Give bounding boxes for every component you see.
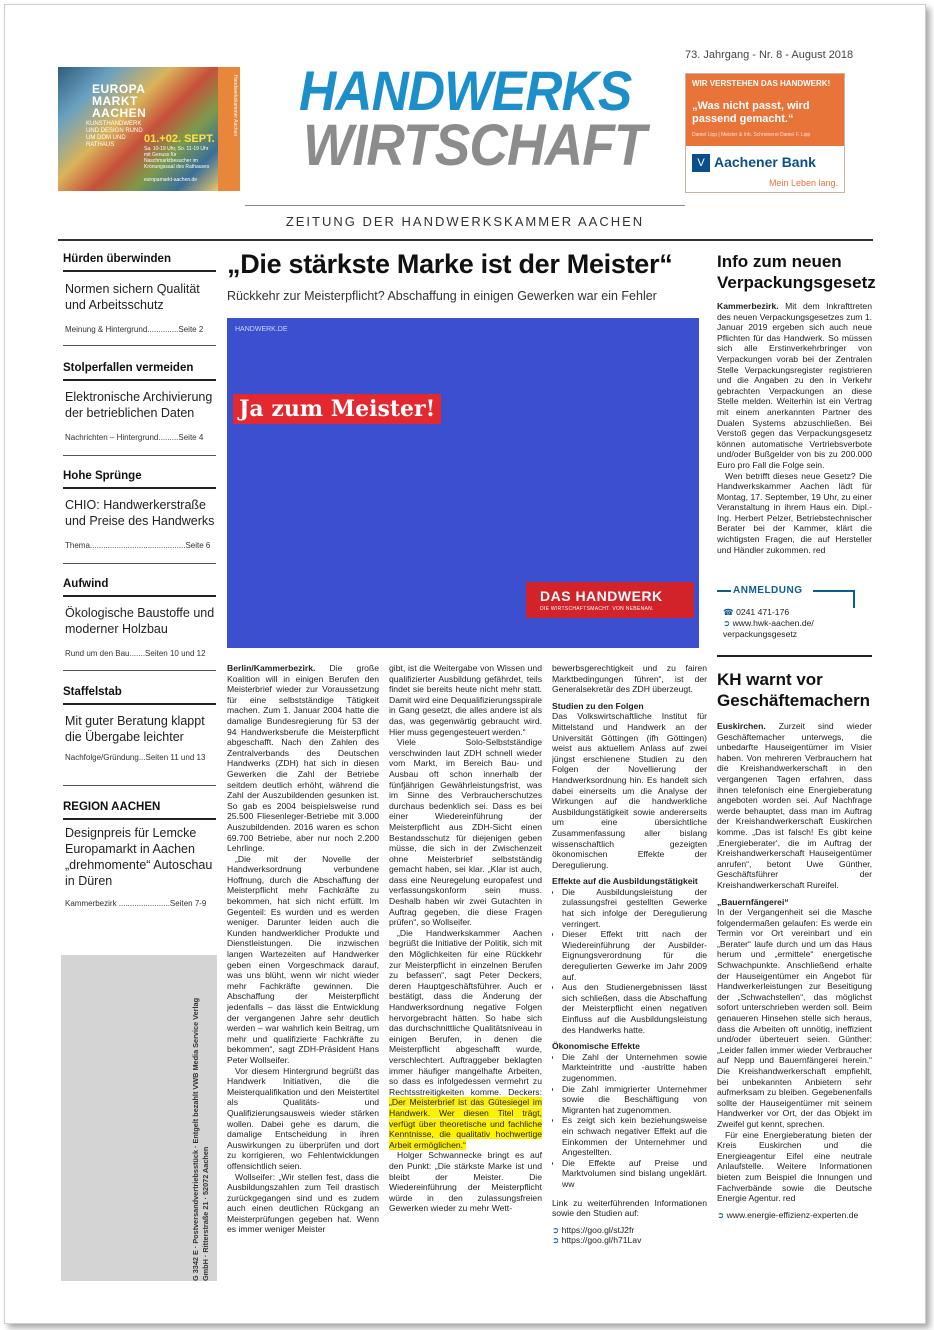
paragraph: Vor diesem Hintergrund begrüßt das Handwerk Initiativen, die die Meisterqualifikation und den Meistertitel als Qualitäts- und Qualifizierungsausweis wieder stärken wollen. Dabei gehe es darum, die damalige Entscheidung in ihren Auswirkungen zu überprüfen und dort zu korrigieren, wo Fehlentwicklungen offensichtlich seien.	[227, 1065, 379, 1171]
image-site-label: HANDWERK.DE	[235, 326, 288, 333]
list-item: • Die Zahl immigrierter Unternehmer sowie die Beschäftigung von Migranten hat zugenommen.	[562, 1084, 707, 1116]
list-item: • Die Effekte auf Preise und Marktvolumen sind bislang ungeklärt. ww	[562, 1158, 707, 1190]
list-item: • Es zeigt sich kein beziehungsweise ein schwach negativer Effekt auf die Einkommen der Unternehmer und Angestellten.	[562, 1115, 707, 1157]
sidebar-title[interactable]: Designpreis für Lemcke Europamarkt in Aachen „drehmomente“ Autoschau in Düren	[65, 826, 213, 888]
list-item: • Dieser Effekt tritt nach der Wiedereinführung der Ausbilder-Eignungsverordnung für die deregulierten Gewerke im Jahr 2009 auf.	[562, 929, 707, 982]
anmeldung-label: ANMELDUNG	[733, 585, 803, 596]
economic-list	[552, 1052, 707, 1190]
article-column-2	[389, 663, 542, 1283]
right-article-1	[717, 301, 872, 577]
ad-hours: Sa. 10-19 Uhr, So. 11-19 Uhr mit Genuss für Naschmarktbesucher im Krönungssaal des Rathauses	[144, 146, 210, 170]
sidebar-rule	[63, 703, 216, 705]
das-handwerk-badge	[526, 582, 694, 618]
box-rule	[813, 590, 853, 592]
badge-subtitle: DIE WIRTSCHAFTSMACHT. VON NEBENAN.	[540, 606, 654, 612]
arrow-icon: ➲	[552, 1224, 562, 1235]
phone-icon: ☎	[723, 607, 737, 617]
link[interactable]: ➲ https://goo.gl/h71Lav	[552, 1235, 642, 1246]
lead-image	[227, 318, 699, 648]
ad-subtitle: KUNSTHANDWERK UND DESIGN RUND UM DOM UND RATHAUS	[86, 121, 143, 148]
article-column-1	[227, 663, 379, 1283]
sidebar-sep	[63, 455, 216, 456]
sidebar-rule	[63, 487, 216, 489]
lead-headline: „Die stärkste Marke ist der Meister“	[227, 249, 673, 279]
subheading: Ökonomische Effekte	[552, 1041, 640, 1052]
lead-subhead: Rückkehr zur Meisterpflicht? Abschaffung in einigen Gewerken war ein Fehler	[227, 289, 657, 303]
paragraph: „Die mit der Novelle der Handwerksordnung verbundene Hoffnung, durch die Abschaffung der Meisterpflicht mehr Fachkräfte zu bekommen, hat sich nicht erfüllt. Im Gegenteil: Es wurden und es werden weniger. Darunter leiden auch die Kunden handwerklicher Produkte und Dienstleistungen. Die inzwischen langen Wartezeiten auf Handwerker geben einen Vorgeschmack darauf, was uns blüht, wenn wir nicht wieder mehr Fachkräfte gewinnen. Die Abschaffung der Meisterpflicht jedenfalls – das lässt die Entwicklung der vergangenen Jahre sehr deutlich werden – war wahrlich kein Beitrag, um mehr und qualifizierte Fachkräfte zu bekommen“, sagt ZDH-Präsident Hans Peter Wollseifer.	[227, 853, 379, 1065]
link[interactable]: ➲ https://goo.gl/stJ2fr	[552, 1224, 635, 1235]
box-rule	[853, 590, 855, 608]
right-rule	[717, 655, 872, 657]
sidebar-heading: REGION AACHEN	[63, 801, 161, 813]
issue-info: 73. Jahrgang - Nr. 8 - August 2018	[685, 49, 854, 61]
paragraph: Holger Schwannecke bringt es auf den Punkt: „Die stärkste Marke ist und bleibt der Meister. Die Wiedereinführung der Meisterpflicht würde in den zulassungsfreien Gewerken wieder zu mehr Wett-	[389, 1150, 542, 1214]
sidebar-heading: Hürden überwinden	[63, 253, 171, 265]
sidebar-title[interactable]: Ökologische Baustoffe und moderner Holzbau	[65, 606, 215, 636]
sidebar-rule	[63, 818, 216, 820]
ad-side-strip	[218, 67, 240, 191]
sidebar-title[interactable]: Normen sichern Qualität und Arbeitsschutz	[65, 282, 200, 312]
sidebar-sep	[63, 563, 216, 564]
postal-stamp-box	[61, 955, 217, 1281]
badge-title: DAS HANDWERK	[540, 588, 663, 604]
ad-date: 01.+02. SEPT.	[144, 133, 215, 145]
sidebar-sep	[63, 670, 216, 671]
sidebar-title[interactable]: Elektronische Archivierung der betrieblichen Daten	[65, 390, 213, 420]
paragraph: Euskirchen. Zurzeit sind wieder Geschäftemacher unterwegs, die unbedarfte Hauseigentümer im Visier haben. Von mehreren Verbrauchern hat die Kreishandwerkerschaft in den vergangenen Tagen erfahren, dass ihnen telefonisch eine Energieberatung angeboten worden sei. Auf Nachfrage werde behauptet, dass man im Auftrag der Kreishandwerkerschaft Euskirchen komme. „Das ist falsch! Es gibt keine ‚Energieberater‘, die im Auftrag der Kreishandwerkerschaft Hauseigentümer anrufen“, betont Uwe Günther, Geschäftsführer der Kreishandwerkerschaft Rureifel.	[717, 721, 872, 890]
ad-header: WIR VERSTEHEN DAS HANDWERK!	[692, 79, 831, 88]
sidebar-sep	[63, 785, 216, 786]
bank-logo-icon: V	[692, 154, 710, 172]
sidebar-ref: Thema...........................................Seite 6	[65, 541, 211, 550]
sidebar-rule	[63, 595, 216, 597]
paragraph: Kammerbezirk. Mit dem Inkrafttreten des neuen Verpackungsgesetzes zum 1. Januar 2019 ergeben sich auch neue Pflichten für das Handwerk. So müssen sich alle Erstinverkehrbringer von Verpackungen vorab bei der Zentralen Stelle Verpackungsregister registrieren und die Angaben zu den in Verkehr gebrachten Verpackungen an diese Stelle melden. Weiterhin ist ein Vertrag mit einem anerkannten Partner des Dualen Systems abzuschließen. Bei Verstoß gegen das Verpackungsgesetz können automatische Vertriebsverbote und/oder Bußgelder von bis zu 200.000 Euro pro Fall die Folge sein.	[717, 301, 872, 470]
postal-text: G 3342 E · Postversandvertriebsstück · Entgelt bezahlt VWB Media Service Verlag GmbH · Ritterstraße 21 · 52072 Aachen	[191, 997, 210, 1281]
sidebar-heading: Stolperfallen vermeiden	[63, 362, 194, 374]
sidebar-title[interactable]: CHIO: Handwerkerstraße und Preise des Handwerks	[65, 498, 215, 528]
aachener-bank-ad[interactable]	[685, 73, 845, 193]
paragraph: Für eine Energieberatung bieten der Kreis Euskirchen und die Energieagentur Eifel eine neutrale Anlaufstelle. Weitere Informationen bieten zum Beispiel die Innungen und Fachverbände sowie die Deutsche Energie Agentur. red	[717, 1129, 872, 1204]
anmeldung-box	[717, 585, 872, 641]
europamarkt-ad[interactable]	[58, 67, 240, 191]
ad-url: europamarkt-aachen.de	[144, 177, 198, 183]
sidebar-title[interactable]: Mit guter Beratung klappt die Übergabe leichter	[65, 714, 205, 744]
list-item: • Die Zahl der Unternehmen sowie Markteintritte und -austritte haben zugenommen.	[562, 1052, 707, 1084]
arrow-icon: ➲	[723, 618, 733, 628]
box-rule	[717, 590, 731, 592]
right-headline-2: KH warnt vor Geschäftemachern	[717, 670, 871, 710]
sidebar-heading: Aufwind	[63, 578, 109, 590]
subheading: Effekte auf die Ausbildungstätigkeit	[552, 876, 698, 887]
paragraph: Wen betrifft dieses neue Gesetz? Die Handwerkskammer Aachen lädt für Montag, 17. September, 19 Uhr, zu einer Veranstaltung in ihrem Haus ein. Dipl.-Ing. Herbert Pelzer, Betriebstechnischer Berater bei der Kammer, klärt die wichtigsten Fragen, die auf Hersteller und Händler zukommen. red	[717, 470, 872, 555]
paragraph: In der Vergangenheit sei die Masche folgendermaßen gelaufen: Es werde ein Termin vor Ort vereinbart und ein „Berater“ laufe durch und um das Haus herum und „ermittele“ energetische Schwachpunkte. Anschließend erhalte der Hauseigentümer ein Angebot für Handwerkerleistungen zur Beseitigung der „Schwachstellen“, das möglichst sofort unterschrieben werden soll. Beim genaueren Hinsehen stelle sich heraus, dass die Arbeiten oft unnötig, ineffizient und/oder überteuert seien. Günther: „Leider fallen immer wieder Verbraucher auf Nepp und Bauernfängerei herein.“ Die Kreishandwerkerschaft empfiehlt, bei unbekannten Anbietern sehr aufmerksam zu bleiben. Gegebenenfalls sollte der Hauseigentümer mit seinem Handwerker vor Ort, der das Objekt im Zweifel gut kennt, sprechen.	[717, 907, 872, 1129]
bank-name: Aachener Bank	[714, 154, 816, 170]
sidebar-ref: Meinung & Hintergrund..............Seite 2	[65, 325, 204, 334]
paragraph: Viele Solo-Selbstständige verschwinden laut ZDH schnell wieder vom Markt, im Bereich Bau- und Ausbau oft schon innerhalb der fünfjährigen Gewährleistungsfrist, was im Sinne des Verbraucherschutzes durchaus bedenklich sei. Dass es bei einer Wiedereinführung der Meisterpflicht aus ZDH-Sicht einen Bestandsschutz für diejenigen geben müsse, die sich in der Zwischenzeit ohne Meisterbrief selbstständig gemacht haben, sei klar. „Klar ist auch, dass eine Neuregelung europafest und verfassungskonform sein muss. Deshalb haben wir zwei Gutachten in Auftrag gegeben, die diese Fragen prüfen“, so Wollseifer.	[389, 737, 542, 928]
link[interactable]: ➲ www.energie-effizienz-experten.de	[717, 1209, 859, 1220]
logo-wirtschaft: WIRTSCHAFT	[303, 113, 646, 178]
paragraph: bewerbsgerechtigkeit und zu fairen Marktbedingungen führen“, ist der Generalsekretär des ZDH überzeugt.	[552, 663, 707, 695]
paragraph: Wollseifer: „Wir stellen fest, dass die Ausbildungszahlen zum Teil drastisch zurückgegangen sind und es zudem auch einen deutlichen Rückgang an Meisterprüfungen gegeben hat. Wenn es immer weniger Meister	[227, 1171, 379, 1235]
sidebar-ref: Nachrichten – Hintergrund.........Seite 4	[65, 433, 204, 442]
paragraph: Berlin/Kammerbezirk. Die große Koalition will in einigen Berufen den Meisterbrief wieder zur Voraussetzung für eine selbstständige Tätigkeit machen. Zum 1. Januar 2004 hatte die damalige Bundesregierung für 53 der 94 Handwerksberufe die Meisterpflicht abgeschafft. Nach den Zahlen des Zentralverbands des Deutschen Handwerks (ZDH) hat sich in diesen Gewerken die Zahl der Betriebe seitdem deutlich erhöht, während die Zahl der Auszubildenden gesunken ist. So gab es 2004 beispielsweise rund 25.500 Fliesenleger-Betriebe mit 3.000 Auszubildenden. 2016 waren es schon 69.700 Betriebe, aber nur noch 2.200 Lehrlinge.	[227, 663, 379, 854]
ad-title: EUROPA MARKT AACHEN	[92, 82, 147, 120]
tagline-rule	[58, 239, 873, 241]
arrow-icon: ➲	[717, 1209, 727, 1220]
ad-signature: Daniel Lipp | Meister & Inh. Schreinerei Daniel F. Lipp	[692, 132, 811, 138]
ad-quote: „Was nicht passt, wird passend gemacht.“	[692, 100, 810, 125]
image-slogan: Ja zum Meister!	[233, 394, 441, 424]
sidebar-ref: Rund um den Bau.......Seiten 10 und 12	[65, 649, 206, 658]
right-headline-1: Info zum neuen Verpackungsgesetz	[717, 252, 876, 292]
tagline: ZEITUNG DER HANDWERKSKAMMER AACHEN	[285, 214, 645, 229]
newspaper-page	[4, 4, 926, 1324]
bank-slogan: Mein Leben lang.	[768, 178, 838, 188]
registration-link[interactable]: ➲ www.hwk-aachen.de/ verpackungsgesetz	[723, 618, 814, 639]
logo-handwerks: HANDWERKS	[299, 59, 632, 122]
phone[interactable]: ☎ 0241 471-176	[723, 607, 790, 617]
sidebar-heading: Hohe Sprünge	[63, 470, 142, 482]
arrow-icon: ➲	[552, 1235, 562, 1246]
masthead-rule	[245, 205, 685, 206]
sidebar-sep	[63, 345, 216, 346]
article-column-3	[552, 663, 707, 1283]
paragraph: gibt, ist die Weitergabe von Wissen und qualifizierter Ausbildung gefährdet, teils findet sie bereits heute nicht mehr statt. Damit wird eine Dequalifizierungsspirale in Gang gesetzt, die alles andere ist als das, was gegenwärtig gebraucht wird. Hier muss gegengesteuert werden.“	[389, 663, 542, 737]
subheading: Studien zu den Folgen	[552, 700, 644, 711]
subheading: „Bauernfängerei“	[717, 896, 789, 907]
list-item: • Aus den Studienergebnissen lässt sich schließen, dass die Abschaffung der Meisterpflicht einen negativen Einfluss auf die Ausbildungsleistung des Handwerks hatte.	[562, 982, 707, 1035]
sidebar-rule	[63, 379, 216, 381]
effects-list	[552, 887, 707, 1035]
sidebar-heading: Staffelstab	[63, 686, 122, 698]
sidebar-ref: Kammerbezirk .......................Seiten 7-9	[65, 899, 207, 908]
highlighted-quote: „Der Meisterbrief ist das Gütesiegel im Handwerk. Wer diesen Titel trägt, verfügt über theoretische und fachliche Kenntnisse, die qualitativ hochwertige Arbeit ermöglichen.“	[389, 1097, 542, 1150]
sidebar-ref: Nachfolge/Gründung...Seiten 11 und 13	[65, 753, 206, 762]
paragraph: Das Volkswirtschaftliche Institut für Mittelstand und Handwerk an der Universität Göttingen (ifh Göttingen) weist aus aktuellem Anlass auf zwei jüngst erschienene Studien zu den Folgen der Novellierung der Handwerksordnung hin. Es handelt sich dabei einerseits um die Analyse der Wirkungen auf die handwerkliche Ausbildungstätigkeit sowie andererseits um eine übersichtliche Zusammenfassung aller bislang wissenschaftlich gezeigten ökonomischen Effekte der Deregulierung.	[552, 711, 707, 870]
sidebar-rule	[63, 270, 216, 272]
list-item: • Die Ausbildungsleistung der zulassungsfrei gestellten Gewerke hat sich infolge der Deregulierung verringert.	[562, 887, 707, 929]
paragraph: Link zu weiterführenden Informationen sowie den Studien auf:	[552, 1197, 707, 1219]
ad-vertical-text: Handwerkskammer Aachen	[232, 75, 238, 137]
contact-info	[723, 607, 872, 640]
paragraph: „Die Handwerkskammer Aachen begrüßt die Initiative der Politik, sich mit den Möglichkeiten für eine Rückkehr zur Meisterpflicht in einzelnen Berufen zu befassen“, sagt Peter Deckers, deren Hauptgeschäftsführer. Auch er bestätigt, dass die Änderung der Handwerksordnung negative Folgen hervorgebracht hätten. So habe sich das durchschnittliche Qualitätsniveau in einigen Berufen, in denen die Meisterpflicht abgeschafft wurde, verschlechtert. Auftraggeber beklagten immer häufiger mangelhafte Arbeiten, so dass es infolgedessen vermehrt zu Rechtsstreitigkeiten komme. Deckers: „Der Meisterbrief ist das Gütesiegel im Handwerk. Wer diesen Titel trägt, verfügt über theoretische und fachliche Kenntnisse, die qualitativ hochwertige Arbeit ermöglichen.“	[389, 927, 542, 1150]
right-article-2	[717, 721, 872, 1285]
